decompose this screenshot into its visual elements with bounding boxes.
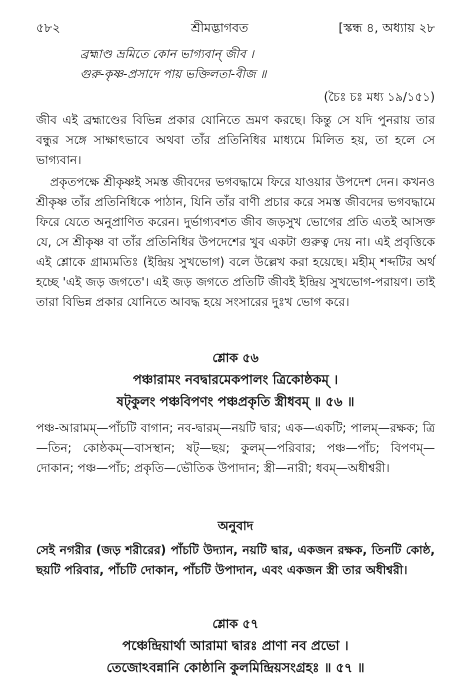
sloka-57-line-1: পঞ্চেন্দ্রিয়ার্থা আরামা দ্বারঃ প্রাণা নব প্রভো । bbox=[122, 639, 349, 654]
chapter-info: [স্কন্ধ ৪, অধ্যায় ২৮ bbox=[338, 20, 435, 35]
purport-paragraph-1: জীব এই ব্রহ্মাণ্ডের বিভিন্ন প্রকার যোনিতে ভ্রমণ করছে। কিন্তু সে যদি পুনরায় তার বন্ধুর সঙ্গে সাক্ষাৎভাবে অথবা তাঁর প্রতিনিধির মাধ্যমে মিলিত হয়, তা হলে সে ভাগ্যবান। bbox=[36, 113, 435, 167]
quote-line-2: গুরু-কৃষ্ণ-প্রসাদে পায় ভক্তিলতা-বীজ ॥ bbox=[80, 67, 267, 81]
purport-paragraph-2: প্রকৃতপক্ষে শ্রীকৃষ্ণই সমস্ত জীবদের ভগবদ্ধামে ফিরে যাওয়ার উপদেশ দেন। কখনও শ্রীকৃষ্ণ তাঁর প্রতিনিধিকে পাঠান, যিনি তাঁর বাণী প্রচার করে সমস্ত জীবদের ভগবদ্ধামে ফিরে যেতে অনুপ্রাণিত করেন। দুর্ভাগ্যবশত জীব জড়সুখ ভোগের প্রতি এতই আসক্ত যে, সে শ্রীকৃষ্ণ বা তাঁর প্রতিনিধির উপদেশের খুব একটা গুরুত্ব দেয় না। এই প্রবৃত্তিকে এই শ্লোকে গ্রাম্যমতিঃ (ইন্দ্রিয় সুখভোগ) বলে উল্লেখ করা হয়েছে। মহীম্ শব্দটির অর্থ হচ্ছে 'এই জড় জগতে'। এই জড় জগতে প্রতিটি জীবই ইন্দ্রিয় সুখভোগ-পরায়ণ। তাই তারা বিভিন্ন প্রকার যোনিতে আবদ্ধ হয়ে সংসারের দুঃখ ভোগ করে। bbox=[36, 175, 435, 309]
page-number: ৫৮২ bbox=[36, 20, 61, 35]
translation-heading: অনুবাদ bbox=[217, 518, 254, 533]
quote-reference: (চৈঃ চঃ মধ্য ১৯/১৫১) bbox=[323, 90, 435, 104]
sloka-57-line-2: তেজোঽবন্নানি কোষ্ঠানি কুলমিন্দ্রিয়সংগ্রহঃ ॥ ৫৭ ॥ bbox=[106, 661, 365, 676]
translation-text: সেই নগরীর (জড় শরীরের) পাঁচটি উদ্যান, নয়টি দ্বার, একজন রক্ষক, তিনটি কোষ্ঠ, ছয়টি পরিবার, পাঁচটি দোকান, পাঁচটি উপাদান, এবং একজন স্ত্রী তার অধীশ্বরী। bbox=[36, 543, 435, 577]
sloka-56-line-2: ষট্‌কুলং পঞ্চবিপণং পঞ্চপ্রকৃতি স্ত্রীধবম্ ॥ ৫৬ ॥ bbox=[116, 395, 355, 410]
sloka-56-line-1: পঞ্চারামং নবদ্বারমেকপালং ত্রিকোষ্ঠকম্ । bbox=[132, 373, 339, 388]
running-header bbox=[36, 20, 435, 36]
quote-line-1: ব্রহ্মাণ্ড ভ্রমিতে কোন ভাগ্যবান্ জীব । bbox=[80, 47, 254, 61]
synonyms-56: পঞ্চ-আরামম্—পাঁচটি বাগান; নব-দ্বারম্—নয়টি দ্বার; এক—একটি; পালম্—রক্ষক; ত্রি—তিন; কোষ্ঠকম্—বাসস্থান; ষট্—ছয়; কুলম্—পরিবার; পঞ্চ—পাঁচ; বিপণম্—দোকান; পঞ্চ—পাঁচ; প্রকৃতি—ভৌতিক উপাদান; স্ত্রী—নারী; ধবম্—অধীশ্বরী। bbox=[36, 421, 435, 475]
book-title: শ্রীমদ্ভাগবত bbox=[191, 20, 249, 35]
sloka-56-heading: শ্লোক ৫৬ bbox=[212, 350, 259, 365]
sloka-57-heading: শ্লোক ৫৭ bbox=[212, 616, 259, 631]
